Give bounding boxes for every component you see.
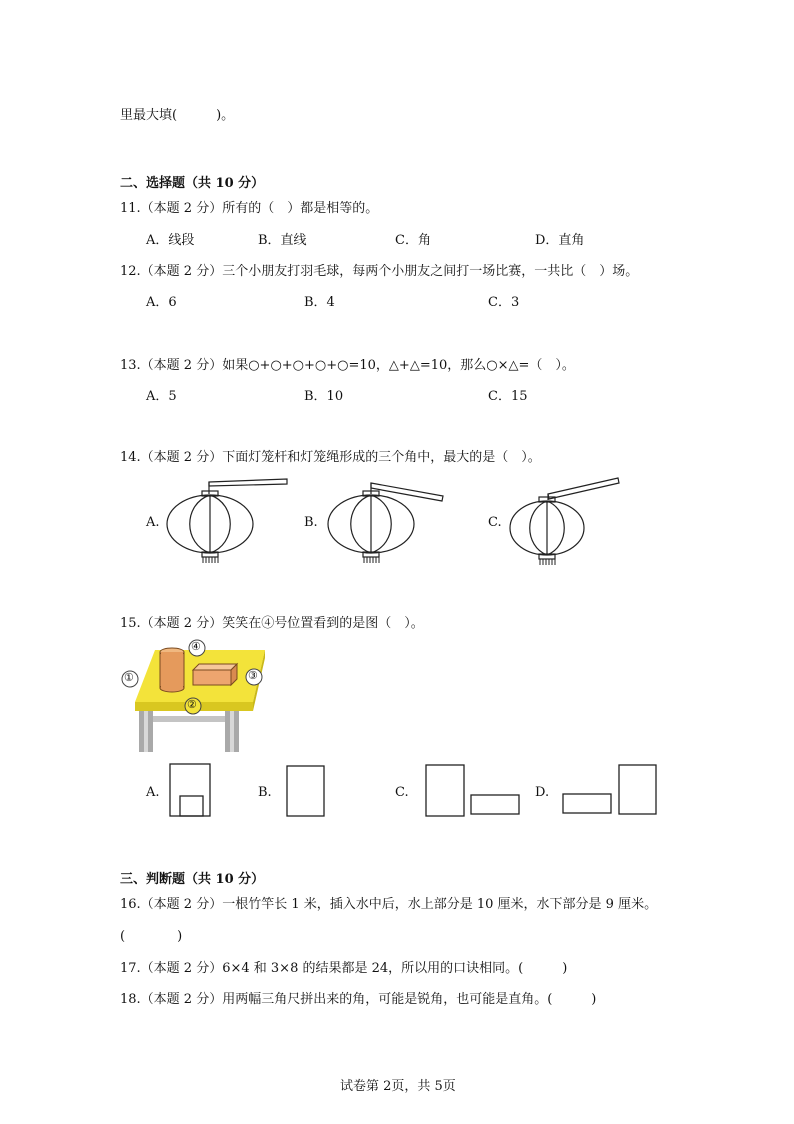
q15-option-d[interactable]: D.: [535, 785, 550, 800]
q12-option-c[interactable]: C．3: [488, 295, 520, 310]
table-scene-figure: [117, 636, 275, 754]
question-13: 13.（本题 2 分）如果○+○+○+○+○=10，△+△=10，那么○×△=（ ）。: [120, 358, 575, 373]
q13-option-c[interactable]: C．15: [488, 389, 528, 404]
q14-option-b[interactable]: B.: [304, 515, 318, 530]
question-17: 17.（本题 2 分）6×4 和 3×8 的结果都是 24，所以用的口诀相同。( ): [120, 961, 568, 976]
question-14: 14.（本题 2 分）下面灯笼杆和灯笼绳形成的三个角中，最大的是（ ）。: [120, 450, 541, 465]
q14-option-a[interactable]: A.: [146, 515, 160, 530]
q11-option-c[interactable]: C．角: [395, 233, 431, 248]
question-12: 12.（本题 2 分）三个小朋友打羽毛球，每两个小朋友之间打一场比赛，一共比（ ）场。: [120, 264, 639, 279]
question-16: 16.（本题 2 分）一根竹竿长 1 米，插入水中后，水上部分是 10 厘米，水下部分是 9 厘米。: [120, 897, 658, 912]
marker-2: ②: [187, 698, 197, 711]
q13-option-a[interactable]: A．5: [146, 389, 177, 404]
view-c-figure: [423, 762, 523, 818]
lantern-c-figure: [508, 474, 628, 574]
marker-4: ④: [191, 640, 201, 653]
view-b-figure: [282, 762, 332, 818]
lantern-b-figure: [325, 474, 455, 574]
lantern-a-figure: [165, 474, 295, 574]
view-d-figure: [560, 762, 660, 818]
section-title-choice: 二、选择题（共 10 分）: [120, 176, 265, 191]
q12-option-b[interactable]: B．4: [304, 295, 335, 310]
marker-3: ③: [248, 669, 258, 682]
q11-option-b[interactable]: B．直线: [258, 233, 307, 248]
section-title-judge: 三、判断题（共 10 分）: [120, 872, 265, 887]
q16-answer-blank[interactable]: ( ): [120, 929, 183, 944]
question-11: 11.（本题 2 分）所有的（ ）都是相等的。: [120, 201, 379, 216]
q11-option-d[interactable]: D．直角: [535, 233, 585, 248]
page-footer: 试卷第 2页，共 5页: [340, 1079, 456, 1094]
question-15: 15.（本题 2 分）笑笑在④号位置看到的是图（ ）。: [120, 616, 424, 631]
q14-option-c[interactable]: C.: [488, 515, 502, 530]
q15-option-a[interactable]: A.: [146, 785, 160, 800]
q13-option-b[interactable]: B．10: [304, 389, 344, 404]
q15-option-b[interactable]: B.: [258, 785, 272, 800]
q15-option-c[interactable]: C.: [395, 785, 409, 800]
q11-option-a[interactable]: A．线段: [146, 233, 195, 248]
marker-1: ①: [124, 671, 134, 684]
q12-option-a[interactable]: A．6: [146, 295, 177, 310]
top-line: 里最大填( )。: [120, 108, 235, 123]
view-a-figure: [168, 762, 218, 818]
question-18: 18.（本题 2 分）用两幅三角尺拼出来的角，可能是锐角，也可能是直角。( ): [120, 992, 597, 1007]
